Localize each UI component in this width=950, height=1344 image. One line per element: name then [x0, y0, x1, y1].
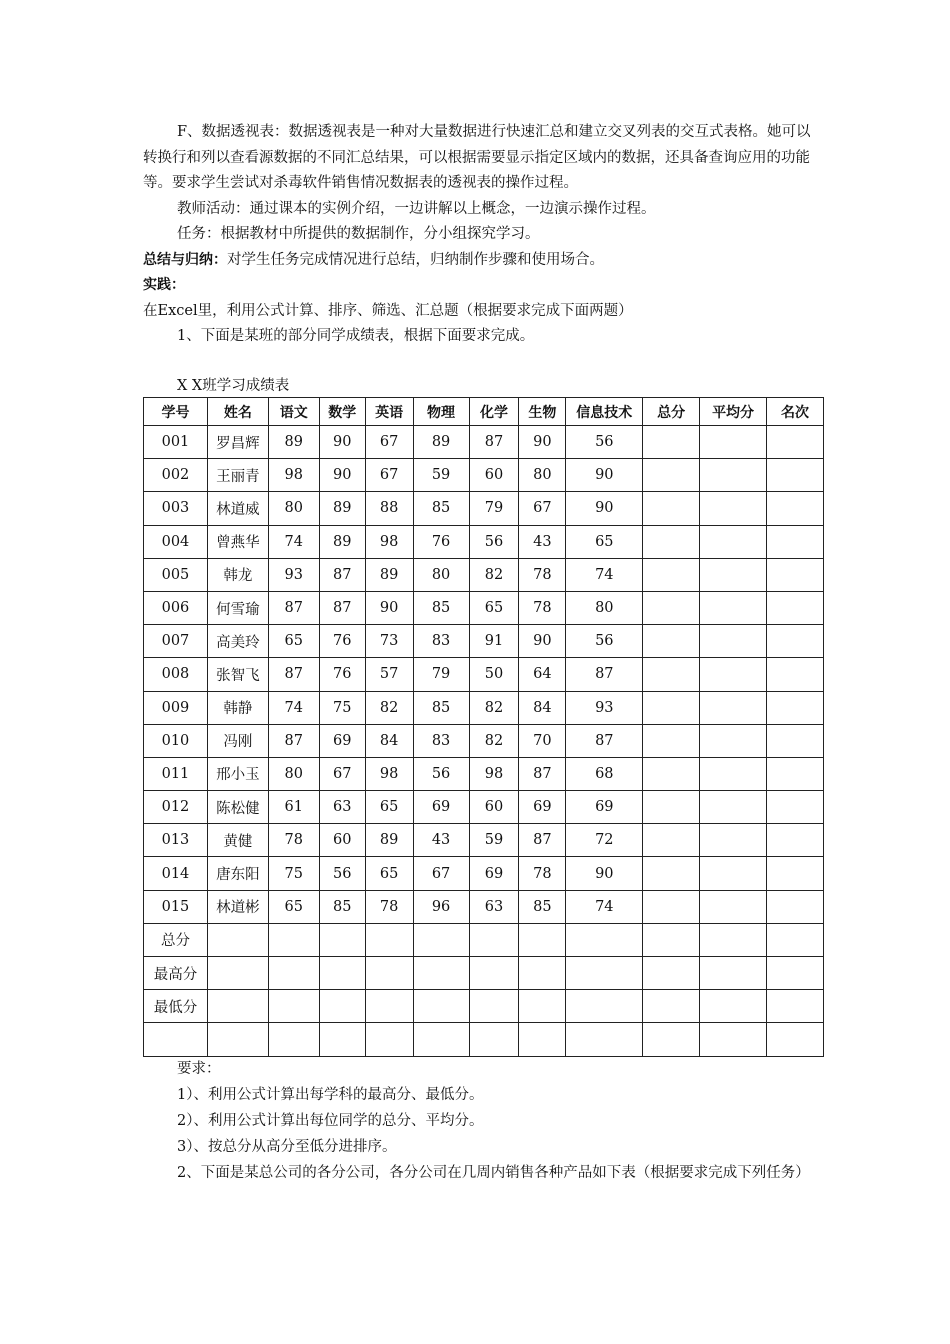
table-cell — [767, 591, 824, 624]
item-2: 2、下面是某总公司的各分公司，各分公司在几周内销售各种产品如下表（根据要求完成下列任务） — [177, 1165, 810, 1181]
table-cell: 79 — [413, 658, 469, 691]
table-cell: 王丽青 — [207, 459, 268, 492]
table-cell — [413, 1023, 469, 1056]
table-cell: 67 — [413, 857, 469, 890]
table-cell: 91 — [469, 625, 519, 658]
table-cell: 90 — [566, 492, 643, 525]
table-row — [144, 625, 824, 658]
table-row — [144, 459, 824, 492]
table-cell — [767, 757, 824, 790]
table-cell: 69 — [319, 724, 365, 757]
table-row — [144, 492, 824, 525]
table-cell: 89 — [413, 426, 469, 459]
table-cell — [767, 923, 824, 956]
table-cell: 90 — [566, 459, 643, 492]
table-cell — [767, 426, 824, 459]
table-cell — [700, 625, 767, 658]
table-cell — [519, 990, 566, 1023]
table-cell — [700, 724, 767, 757]
table-cell — [519, 923, 566, 956]
table-cell: 87 — [319, 558, 365, 591]
table-cell: 87 — [268, 658, 319, 691]
table-cell: 003 — [144, 492, 208, 525]
table-cell — [207, 990, 268, 1023]
table-cell: 56 — [469, 525, 519, 558]
table-cell — [566, 1023, 643, 1056]
table-cell — [268, 957, 319, 990]
table-cell: 76 — [413, 525, 469, 558]
table-cell: 冯刚 — [207, 724, 268, 757]
table-cell — [519, 957, 566, 990]
table-cell: 74 — [566, 890, 643, 923]
table-cell — [700, 923, 767, 956]
table-cell — [519, 1023, 566, 1056]
table-cell — [268, 1023, 319, 1056]
table-cell — [700, 658, 767, 691]
table-cell: 006 — [144, 591, 208, 624]
table-cell: 93 — [268, 558, 319, 591]
table-cell: 总分 — [144, 923, 208, 956]
table-cell: 82 — [469, 558, 519, 591]
table-cell — [643, 691, 700, 724]
table-cell: 98 — [469, 757, 519, 790]
table-cell: 78 — [365, 890, 413, 923]
table-cell — [700, 691, 767, 724]
table-row — [144, 990, 824, 1023]
table-cell: 67 — [319, 757, 365, 790]
table-cell: 004 — [144, 525, 208, 558]
table-cell: 邢小玉 — [207, 757, 268, 790]
table-cell: 曾燕华 — [207, 525, 268, 558]
column-header: 总分 — [643, 398, 700, 426]
table-cell — [413, 923, 469, 956]
table-cell — [469, 990, 519, 1023]
item-1: 1、下面是某班的部分同学成绩表，根据下面要求完成。 — [177, 328, 535, 344]
table-cell — [700, 757, 767, 790]
requirements-section — [143, 1056, 823, 1186]
table-cell: 009 — [144, 691, 208, 724]
table-cell: 82 — [469, 691, 519, 724]
table-cell: 43 — [519, 525, 566, 558]
table-cell — [700, 426, 767, 459]
table-cell: 林道彬 — [207, 890, 268, 923]
table-row — [144, 724, 824, 757]
table-cell: 65 — [268, 890, 319, 923]
table-cell: 78 — [519, 857, 566, 890]
table-cell — [643, 1023, 700, 1056]
table-row — [144, 591, 824, 624]
table-cell — [566, 957, 643, 990]
table-cell: 76 — [319, 658, 365, 691]
table-cell: 87 — [268, 724, 319, 757]
table-header-row — [144, 398, 824, 426]
table-cell: 70 — [519, 724, 566, 757]
table-cell: 87 — [519, 824, 566, 857]
table-cell — [767, 625, 824, 658]
teacher-activity: 教师活动：通过课本的实例介绍，一边讲解以上概念，一边演示操作过程。 — [177, 200, 656, 217]
table-cell: 013 — [144, 824, 208, 857]
table-cell: 50 — [469, 658, 519, 691]
table-cell: 罗昌辉 — [207, 426, 268, 459]
table-cell — [566, 990, 643, 1023]
table-cell: 69 — [566, 791, 643, 824]
table-cell: 93 — [566, 691, 643, 724]
column-header: 学号 — [144, 398, 208, 426]
table-row — [144, 757, 824, 790]
table-cell: 67 — [365, 426, 413, 459]
table-cell — [566, 923, 643, 956]
table-cell: 85 — [413, 492, 469, 525]
table-cell: 韩静 — [207, 691, 268, 724]
table-cell: 82 — [469, 724, 519, 757]
table-cell — [767, 558, 824, 591]
table-cell — [207, 1023, 268, 1056]
table-cell — [767, 791, 824, 824]
table-cell — [469, 923, 519, 956]
table-cell: 83 — [413, 724, 469, 757]
table-cell — [767, 890, 824, 923]
table-cell: 韩龙 — [207, 558, 268, 591]
table-cell — [767, 824, 824, 857]
table-cell: 73 — [365, 625, 413, 658]
table-cell — [700, 890, 767, 923]
summary-text: 对学生任务完成情况进行总结，归纳制作步骤和使用场合。 — [227, 251, 604, 268]
table-cell — [700, 791, 767, 824]
column-header: 姓名 — [207, 398, 268, 426]
table-row — [144, 426, 824, 459]
summary-label: 总结与归纳： — [143, 251, 227, 268]
table-cell: 63 — [319, 791, 365, 824]
table-cell: 74 — [566, 558, 643, 591]
table-cell: 67 — [519, 492, 566, 525]
practice-label: 实践： — [143, 277, 185, 293]
table-cell: 56 — [566, 426, 643, 459]
table-cell: 43 — [413, 824, 469, 857]
table-cell — [643, 791, 700, 824]
table-cell: 65 — [566, 525, 643, 558]
table-cell — [643, 957, 700, 990]
table-cell — [700, 591, 767, 624]
table-cell: 72 — [566, 824, 643, 857]
table-cell: 65 — [365, 791, 413, 824]
table-cell: 高美玲 — [207, 625, 268, 658]
table-cell: 84 — [519, 691, 566, 724]
requirement-1: 1）、利用公式计算出每学科的最高分、最低分。 — [177, 1087, 484, 1103]
table-cell: 98 — [365, 757, 413, 790]
table-cell: 89 — [319, 492, 365, 525]
table-cell — [643, 558, 700, 591]
table-cell: 78 — [268, 824, 319, 857]
table-cell: 78 — [519, 591, 566, 624]
table-cell — [700, 990, 767, 1023]
table-row — [144, 857, 824, 890]
table-cell — [767, 525, 824, 558]
table-row — [144, 791, 824, 824]
table-cell: 90 — [519, 426, 566, 459]
summary-line — [143, 248, 823, 274]
table-cell: 85 — [413, 691, 469, 724]
table-cell: 89 — [319, 525, 365, 558]
table-cell — [413, 990, 469, 1023]
table-cell: 85 — [519, 890, 566, 923]
table-cell — [319, 923, 365, 956]
table-cell: 98 — [365, 525, 413, 558]
table-cell — [643, 923, 700, 956]
table-cell: 59 — [413, 459, 469, 492]
table-cell: 何雪瑜 — [207, 591, 268, 624]
table-cell: 57 — [365, 658, 413, 691]
table-cell: 67 — [365, 459, 413, 492]
table-cell — [643, 591, 700, 624]
table-cell — [767, 990, 824, 1023]
table-cell — [268, 923, 319, 956]
table-cell: 60 — [319, 824, 365, 857]
table-cell: 56 — [566, 625, 643, 658]
table-cell: 011 — [144, 757, 208, 790]
column-header: 数学 — [319, 398, 365, 426]
table-cell: 75 — [268, 857, 319, 890]
table-cell: 80 — [566, 591, 643, 624]
table-cell — [643, 857, 700, 890]
table-cell — [700, 857, 767, 890]
table-cell: 87 — [566, 724, 643, 757]
table-cell: 87 — [268, 591, 319, 624]
table-cell: 63 — [469, 890, 519, 923]
table-cell — [643, 492, 700, 525]
table-cell: 60 — [469, 459, 519, 492]
table-row — [144, 890, 824, 923]
table-cell — [767, 492, 824, 525]
table-cell: 75 — [319, 691, 365, 724]
table-cell: 60 — [469, 791, 519, 824]
table-cell: 90 — [519, 625, 566, 658]
column-header: 语文 — [268, 398, 319, 426]
table-cell — [643, 658, 700, 691]
table-cell: 98 — [268, 459, 319, 492]
table-cell: 80 — [268, 492, 319, 525]
table-cell: 010 — [144, 724, 208, 757]
table-cell — [767, 459, 824, 492]
table-cell — [700, 492, 767, 525]
table-cell: 89 — [365, 558, 413, 591]
table-cell: 80 — [268, 757, 319, 790]
table-cell: 90 — [319, 459, 365, 492]
table-cell: 69 — [519, 791, 566, 824]
table-cell — [365, 923, 413, 956]
table-cell: 59 — [469, 824, 519, 857]
table-cell: 89 — [365, 824, 413, 857]
table-cell: 96 — [413, 890, 469, 923]
table-cell: 85 — [413, 591, 469, 624]
table-cell — [643, 525, 700, 558]
table-cell — [643, 459, 700, 492]
table-cell — [319, 1023, 365, 1056]
table-cell — [413, 957, 469, 990]
table-cell — [767, 957, 824, 990]
table-cell: 85 — [319, 890, 365, 923]
table-cell — [643, 824, 700, 857]
table-cell: 90 — [365, 591, 413, 624]
table-cell: 80 — [519, 459, 566, 492]
table-cell: 79 — [469, 492, 519, 525]
table-cell — [365, 990, 413, 1023]
table-cell: 87 — [519, 757, 566, 790]
table-cell: 64 — [519, 658, 566, 691]
column-header: 化学 — [469, 398, 519, 426]
table-cell — [643, 990, 700, 1023]
table-cell — [469, 1023, 519, 1056]
table-cell — [700, 824, 767, 857]
table-cell: 89 — [268, 426, 319, 459]
table-cell — [700, 1023, 767, 1056]
table-cell: 林道威 — [207, 492, 268, 525]
table-cell: 76 — [319, 625, 365, 658]
table-cell: 87 — [566, 658, 643, 691]
table-cell — [643, 757, 700, 790]
column-header: 生物 — [519, 398, 566, 426]
table-cell — [268, 990, 319, 1023]
table-cell — [207, 957, 268, 990]
table-cell — [700, 459, 767, 492]
table-cell — [767, 658, 824, 691]
table-cell — [767, 724, 824, 757]
table-cell: 001 — [144, 426, 208, 459]
table-cell — [365, 1023, 413, 1056]
table-cell — [700, 525, 767, 558]
table-cell: 84 — [365, 724, 413, 757]
grade-table — [143, 397, 824, 1057]
table-cell: 88 — [365, 492, 413, 525]
table-cell — [700, 558, 767, 591]
table-cell — [319, 957, 365, 990]
column-header: 英语 — [365, 398, 413, 426]
table-cell — [767, 691, 824, 724]
table-cell — [643, 724, 700, 757]
table-cell: 015 — [144, 890, 208, 923]
table-cell: 56 — [319, 857, 365, 890]
paragraph-pivot-table: F、数据透视表：数据透视表是一种对大量数据进行快速汇总和建立交叉列表的交互式表格。她可以转换行和列以查看源数据的不同汇总结果，可以根据需要显示指定区域内的数据，还具备查询应用的功能等。要求学生尝试对杀毒软件销售情况数据表的透视表的操作过程。 — [143, 124, 811, 191]
table-title: X X班学习成绩表 — [177, 378, 290, 394]
table-row — [144, 525, 824, 558]
table-cell: 56 — [413, 757, 469, 790]
practice-text: 在Excel里，利用公式计算、排序、筛选、汇总题（根据要求完成下面两题） — [143, 302, 633, 319]
table-cell: 90 — [319, 426, 365, 459]
table-cell: 005 — [144, 558, 208, 591]
table-cell: 90 — [566, 857, 643, 890]
table-cell: 80 — [413, 558, 469, 591]
table-row — [144, 923, 824, 956]
table-cell — [207, 923, 268, 956]
table-cell: 张智飞 — [207, 658, 268, 691]
task-text: 任务：根据教材中所提供的数据制作，分小组探究学习。 — [177, 226, 540, 242]
table-cell — [469, 957, 519, 990]
table-cell: 008 — [144, 658, 208, 691]
table-cell — [643, 625, 700, 658]
table-cell — [767, 1023, 824, 1056]
table-cell: 65 — [469, 591, 519, 624]
table-cell — [767, 857, 824, 890]
table-cell: 唐东阳 — [207, 857, 268, 890]
table-cell: 74 — [268, 691, 319, 724]
column-header: 信息技术 — [566, 398, 643, 426]
table-cell — [643, 426, 700, 459]
table-cell: 87 — [469, 426, 519, 459]
table-cell: 83 — [413, 625, 469, 658]
table-cell: 69 — [469, 857, 519, 890]
table-cell: 014 — [144, 857, 208, 890]
table-row — [144, 824, 824, 857]
column-header: 平均分 — [700, 398, 767, 426]
column-header: 名次 — [767, 398, 824, 426]
table-row — [144, 658, 824, 691]
table-cell: 82 — [365, 691, 413, 724]
table-row — [144, 691, 824, 724]
requirement-3: 3）、按总分从高分至低分进排序。 — [177, 1139, 397, 1155]
table-cell: 68 — [566, 757, 643, 790]
table-cell: 69 — [413, 791, 469, 824]
table-cell: 74 — [268, 525, 319, 558]
table-cell: 61 — [268, 791, 319, 824]
table-cell: 002 — [144, 459, 208, 492]
table-cell: 65 — [365, 857, 413, 890]
table-cell — [144, 1023, 208, 1056]
intro-section — [143, 120, 823, 350]
table-body — [144, 426, 824, 1057]
table-cell: 黄健 — [207, 824, 268, 857]
table-cell — [319, 990, 365, 1023]
table-cell: 87 — [319, 591, 365, 624]
table-cell: 最低分 — [144, 990, 208, 1023]
requirements-label: 要求： — [177, 1061, 221, 1077]
table-cell — [365, 957, 413, 990]
table-row — [144, 558, 824, 591]
table-row — [144, 957, 824, 990]
column-header: 物理 — [413, 398, 469, 426]
requirement-2: 2）、利用公式计算出每位同学的总分、平均分。 — [177, 1113, 484, 1129]
table-row — [144, 1023, 824, 1056]
table-cell: 最高分 — [144, 957, 208, 990]
table-cell: 65 — [268, 625, 319, 658]
table-cell — [643, 890, 700, 923]
table-cell: 012 — [144, 791, 208, 824]
table-cell: 陈松健 — [207, 791, 268, 824]
table-cell: 007 — [144, 625, 208, 658]
table-cell: 78 — [519, 558, 566, 591]
table-cell — [700, 957, 767, 990]
